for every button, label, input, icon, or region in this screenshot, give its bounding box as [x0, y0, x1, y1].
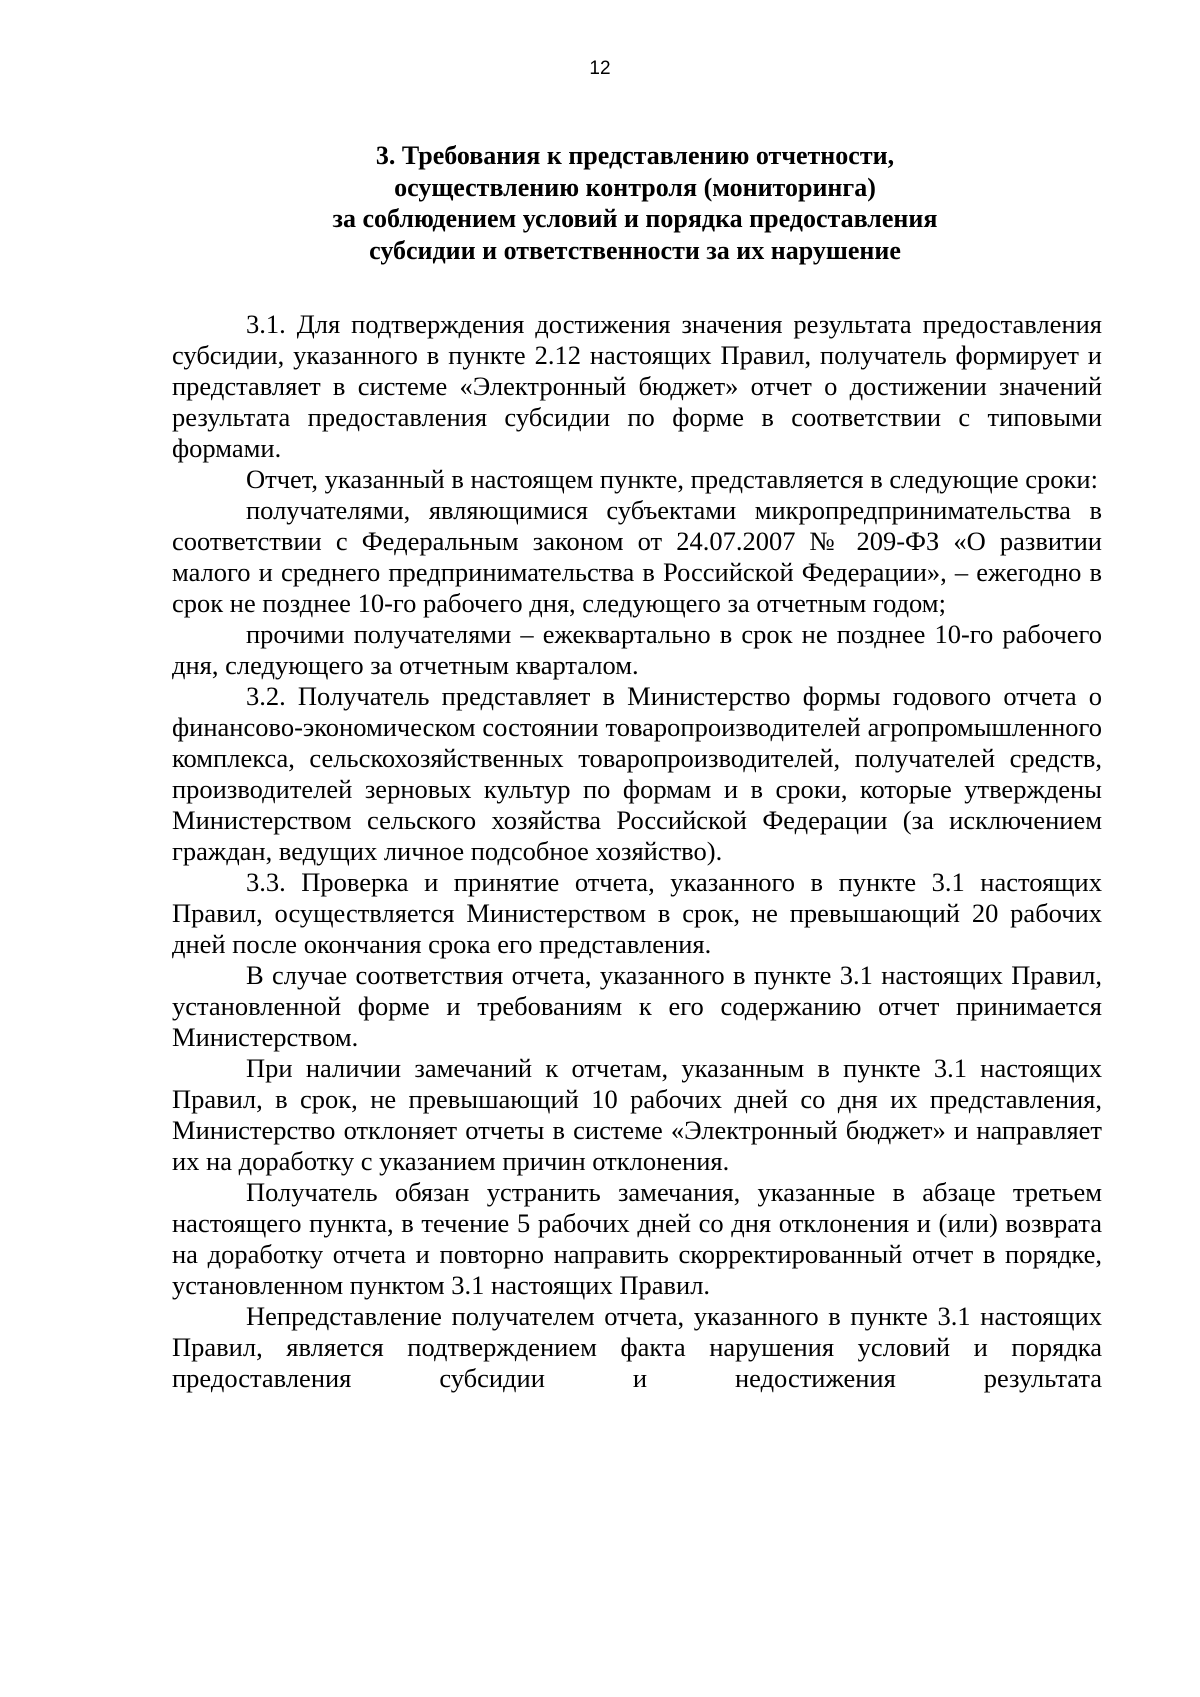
- heading-line: субсидии и ответственности за их нарушение: [369, 235, 901, 265]
- paragraph-3-2: 3.2. Получатель представляет в Министерство формы годового отчета о финансово-экономическом состоянии товаропроизводителей агропромышленного комплекса, сельскохозяйственных товаропроизводителей, получателей средств, производителей зерновых культур по формам и в сроки, которые утверждены Министерством сельского хозяйства Российской Федерации (за исключением граждан, ведущих личное подсобное хозяйство).: [172, 681, 1102, 866]
- section-heading: [170, 140, 1100, 266]
- paragraph-3-3: 3.3. Проверка и принятие отчета, указанного в пункте 3.1 настоящих Правил, осуществляется Министерством в срок, не превышающий 20 рабочих дней после окончания срока его представления.: [172, 867, 1102, 959]
- paragraph-report-remarks: При наличии замечаний к отчетам, указанным в пункте 3.1 настоящих Правил, в срок, не превышающий 10 рабочих дней со дня их представления, Министерство отклоняет отчеты в системе «Электронный бюджет» и направляет их на доработку с указанием причин отклонения.: [172, 1053, 1102, 1176]
- heading-line: 3. Требования к представлению отчетности,: [375, 141, 895, 170]
- heading-line: за соблюдением условий и порядка предоставления: [332, 204, 938, 233]
- paragraph-report-deadlines: Отчет, указанный в настоящем пункте, представляется в следующие сроки:: [246, 464, 1098, 494]
- heading-line: осуществлению контроля (мониторинга): [394, 172, 876, 202]
- paragraph-remarks-correction: Получатель обязан устранить замечания, указанные в абзаце третьем настоящего пункта, в течение 5 рабочих дней со дня отклонения и (или) возврата на доработку отчета и повторно направить скорректированный отчет в порядке, установленном пунктом 3.1 настоящих Правил.: [172, 1177, 1102, 1300]
- paragraph-other-recipients: прочими получателями – ежеквартально в срок не позднее 10-го рабочего дня, следующего за отчетным кварталом.: [172, 619, 1102, 680]
- paragraph-micro-entrepreneurs: получателями, являющимися субъектами микропредпринимательства в соответствии с Федеральным законом от 24.07.2007 № 209-ФЗ «О развитии малого и среднего предпринимательства в Российской Федерации», – ежегодно в срок не позднее 10-го рабочего дня, следующего за отчетным годом;: [172, 495, 1102, 618]
- paragraph-report-accepted: В случае соответствия отчета, указанного в пункте 3.1 настоящих Правил, установленной форме и требованиям к его содержанию отчет принимается Министерством.: [172, 960, 1102, 1052]
- paragraph-non-submission: Непредставление получателем отчета, указанного в пункте 3.1 настоящих Правил, является подтверждением факта нарушения условий и порядка предоставления субсидии и недостижения результата: [172, 1301, 1102, 1393]
- section-body: [172, 309, 1102, 1394]
- paragraph-3-1: 3.1. Для подтверждения достижения значения результата предоставления субсидии, указанного в пункте 2.12 настоящих Правил, получатель формирует и представляет в системе «Электронный бюджет» отчет о достижении значений результата предоставления субсидии по форме в соответствии с типовыми формами.: [172, 309, 1102, 463]
- page-number: 12: [589, 58, 611, 79]
